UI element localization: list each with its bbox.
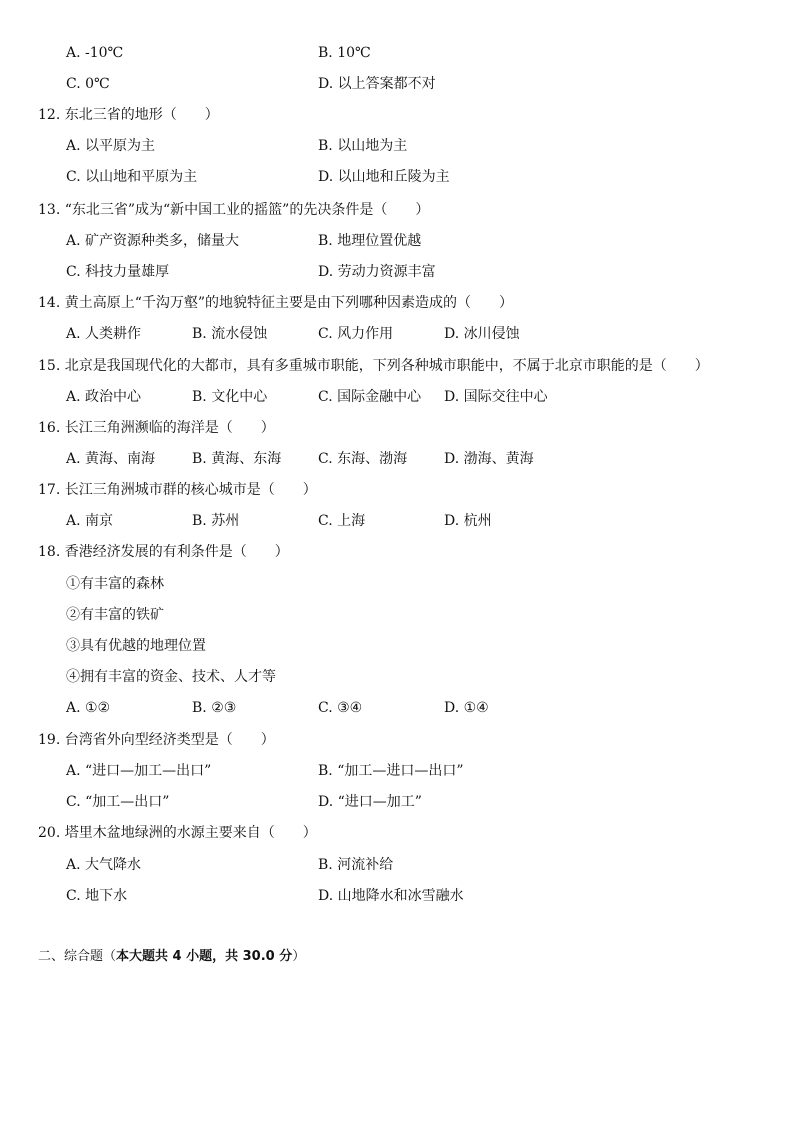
q19-option-c: C. “加工—出口” — [66, 794, 170, 810]
q19-option-d: D. “进口—加工” — [318, 794, 422, 810]
q18-option-d: D. ①④ — [444, 700, 489, 716]
q12-option-a: A. 以平原为主 — [66, 138, 156, 154]
q20-option-c: C. 地下水 — [66, 888, 128, 904]
q15-option-b: B. 文化中心 — [192, 389, 268, 405]
q11-option-d: D. 以上答案都不对 — [318, 76, 436, 92]
q15-option-d: D. 国际交往中心 — [444, 389, 548, 405]
q18-option-b: B. ②③ — [192, 700, 237, 716]
q14-option-c: C. 风力作用 — [318, 326, 394, 342]
q12-stem: 12. 东北三省的地形（ ） — [38, 107, 219, 123]
q16-stem: 16. 长江三角洲濒临的海洋是（ ） — [38, 420, 275, 436]
section-2-heading — [38, 946, 305, 968]
q19-option-a: A. “进口—加工—出口” — [66, 763, 212, 779]
q20-stem: 20. 塔里木盆地绿洲的水源主要来自（ ） — [38, 825, 317, 841]
q13-option-a: A. 矿产资源种类多，储量大 — [66, 233, 240, 249]
q18-statement-1: ①有丰富的森林 — [66, 576, 164, 592]
q14-option-b: B. 流水侵蚀 — [192, 326, 268, 342]
q18-statement-2: ②有丰富的铁矿 — [66, 607, 164, 623]
q13-option-d: D. 劳动力资源丰富 — [318, 264, 436, 280]
section-2-detail: 本大题共 4 小题，共 30.0 分 — [116, 949, 293, 964]
q19-option-b: B. “加工—进口—出口” — [318, 763, 464, 779]
q20-option-a: A. 大气降水 — [66, 857, 142, 873]
q12-option-c: C. 以山地和平原为主 — [66, 169, 198, 185]
q12-option-b: B. 以山地为主 — [318, 138, 408, 154]
q15-stem: 15. 北京是我国现代化的大都市，具有多重城市职能，下列各种城市职能中，不属于北京市职能的是（ ） — [38, 358, 709, 374]
q17-option-b: B. 苏州 — [192, 513, 240, 529]
q18-stem: 18. 香港经济发展的有利条件是（ ） — [38, 544, 289, 560]
q12-option-d: D. 以山地和丘陵为主 — [318, 169, 450, 185]
q14-option-a: A. 人类耕作 — [66, 326, 142, 342]
q11-option-c: C. 0℃ — [66, 76, 110, 92]
q20-option-b: B. 河流补给 — [318, 857, 394, 873]
q17-option-d: D. 杭州 — [444, 513, 492, 529]
q16-option-d: D. 渤海、黄海 — [444, 451, 534, 467]
q18-statement-3: ③具有优越的地理位置 — [66, 638, 206, 654]
q14-option-d: D. 冰川侵蚀 — [444, 326, 520, 342]
q14-stem: 14. 黄土高原上“千沟万壑”的地貌特征主要是由下列哪种因素造成的（ ） — [38, 295, 514, 311]
q13-option-b: B. 地理位置优越 — [318, 233, 422, 249]
q18-option-a: A. ①② — [66, 700, 111, 716]
q16-option-b: B. 黄海、东海 — [192, 451, 282, 467]
q15-option-a: A. 政治中心 — [66, 389, 142, 405]
section-2-suffix: ） — [292, 949, 306, 964]
q16-option-c: C. 东海、渤海 — [318, 451, 408, 467]
q17-option-c: C. 上海 — [318, 513, 366, 529]
q18-option-c: C. ③④ — [318, 700, 363, 716]
q16-option-a: A. 黄海、南海 — [66, 451, 156, 467]
q15-option-c: C. 国际金融中心 — [318, 389, 422, 405]
q18-statement-4: ④拥有丰富的资金、技术、人才等 — [66, 669, 276, 685]
q13-option-c: C. 科技力量雄厚 — [66, 264, 170, 280]
q20-option-d: D. 山地降水和冰雪融水 — [318, 888, 464, 904]
section-2-prefix: 二、综合题（ — [38, 949, 117, 964]
q13-stem: 13. “东北三省”成为“新中国工业的摇篮”的先决条件是（ ） — [38, 202, 430, 218]
q17-stem: 17. 长江三角洲城市群的核心城市是（ ） — [38, 482, 317, 498]
q17-option-a: A. 南京 — [66, 513, 114, 529]
q11-option-b: B. 10℃ — [318, 45, 371, 61]
q19-stem: 19. 台湾省外向型经济类型是（ ） — [38, 732, 275, 748]
q11-option-a: A. -10℃ — [66, 45, 124, 61]
